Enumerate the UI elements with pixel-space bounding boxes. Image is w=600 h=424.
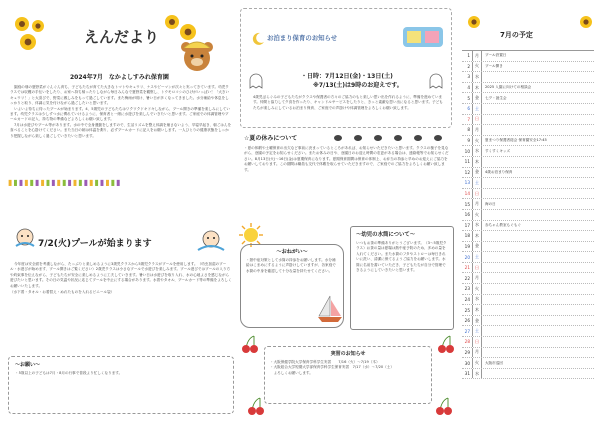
calendar-weekday: 金 (472, 168, 482, 178)
summer-heading: ☆夏の休みについて (244, 135, 298, 142)
calendar-date: 12 (464, 169, 470, 175)
calendar-event: 大阪市巡回 (485, 360, 503, 365)
calendar-date: 6 (467, 106, 470, 112)
calendar-date: 10 (464, 148, 470, 154)
cherry-left-icon (238, 334, 262, 354)
calendar-weekday: 日 (472, 115, 482, 125)
calendar-weekday: 金 (472, 316, 482, 326)
calendar-row (462, 115, 594, 126)
jisshu-item: ・大阪総合大学短期大学部保育学科学生保育実習 7/17（水）〜7/20（土） (270, 365, 394, 370)
calendar-row (462, 157, 594, 168)
jisshu-heading: 実習のお知らせ (330, 351, 366, 357)
swimming-kid-right-icon (196, 228, 226, 254)
calendar-event: 赤ちゃん教室もぐもぐ (485, 222, 521, 227)
calendar-row (462, 284, 594, 295)
pool-request-box (8, 356, 234, 414)
calendar-weekday: 木 (472, 231, 482, 241)
calendar-row (462, 326, 594, 337)
swimming-kid-icon (12, 226, 38, 252)
calendar-date: 9 (467, 138, 470, 144)
jisshu-item: よろしくお願いします。 (270, 370, 313, 375)
calendar-event: 夏まつり保護者総会 保育園安全17:45 (485, 138, 547, 143)
calendar-date: 31 (464, 371, 470, 377)
calendar-weekday: 土 (472, 104, 482, 114)
calendar-weekday: 火 (472, 358, 482, 368)
calendar-row (462, 93, 594, 104)
calendar-row (462, 305, 594, 316)
vegetable-border-icon: ▮▮▮▮▮▮▮▮▮▮▮▮▮▮▮▮▮▮▮▮▮ (8, 178, 122, 187)
calendar-row (462, 104, 594, 115)
calendar-weekday: 月 (472, 51, 482, 61)
pool-heading: 7/2(火)プールが始まります (38, 239, 152, 249)
calendar-weekday: 水 (472, 146, 482, 156)
intro-text (10, 85, 232, 139)
calendar-weekday: 月 (472, 199, 482, 209)
calendar-event: プール設置日 (485, 53, 507, 58)
calendar-row (462, 242, 594, 253)
calendar-row (462, 263, 594, 274)
calendar-weekday: 水 (472, 72, 482, 82)
calendar-weekday: 日 (472, 189, 482, 199)
calendar-date: 27 (464, 328, 470, 334)
omatari-box (240, 8, 452, 128)
calendar-row (462, 221, 594, 232)
calendar-date: 30 (464, 360, 470, 366)
calendar-weekday: 水 (472, 221, 482, 231)
omatari-body: 4歳児ばらぐみの子どもたちがクラスや保護者の方々のご協力のもと楽しい思い出を作れるように、準備を進めています。仲間と協力して夕食を作ったり、キャンドルサービスをしたりと、きっと素敵な思い出になると思います。子どもたちが楽しみにしているお泊まり保育、ご家庭での声掛けや体調管理をよろしくお願い致します。 (253, 95, 443, 110)
calendar-date: 23 (464, 286, 470, 292)
suikan-body: いつもお茶の準備ありがとうございます。（3〜5歳児クラス）お茶の量は夏場は熱中症予防のため、多めの量を入れてください。また水筒のフタやストローは毎日きれいに洗い、清潔に保てるようご協力をお願いします。水筒に名前を書いていただき、子どもたちが自分で管理できるようにしていきたいと思います。 (356, 241, 447, 273)
calendar-weekday: 火 (472, 136, 482, 146)
calendar-event: 海の日 (485, 201, 496, 206)
calendar-date: 28 (464, 339, 470, 345)
calendar-weekday: 水 (472, 295, 482, 305)
calendar-event: 4歳お泊まり保育 (485, 169, 513, 174)
calendar-event: すくすくキッズ (485, 148, 511, 153)
calendar-row (462, 231, 594, 242)
calendar-weekday: 土 (472, 252, 482, 262)
onegai-body: ・熱中症対策として水筒の持参をお願いします。水分補給はこまめにするように声掛けしていますが、各家庭で水筒の中身を確認して十分な量を持たせてください。 (246, 258, 336, 273)
calendar-date: 16 (464, 212, 470, 218)
calendar-date: 14 (464, 191, 470, 197)
omatari-note: ※7/13(土)は9時のお迎えです。 (313, 82, 403, 89)
moon-icon (251, 31, 265, 45)
omatari-heading: お泊まり保育のお知らせ (267, 34, 338, 42)
suikan-box (350, 226, 454, 330)
calendar-row (462, 51, 594, 62)
calendar-table (462, 50, 594, 379)
calendar-event: 2025 入園に向けての相談会 (485, 85, 532, 90)
calendar-row (462, 178, 594, 189)
calendar-weekday: 水 (472, 369, 482, 379)
calendar-date: 4 (467, 85, 470, 91)
issue-line: 2024年7月 なかよしすみれ保育園 (70, 74, 169, 81)
calendar-weekday: 火 (472, 210, 482, 220)
calendar-row (462, 62, 594, 73)
pool-text: 今年度は安全面を考慮しながら、たっぷりと楽しめるように3歳児クラスから5歳児クラスがプールを使用します。（幼虫加湿のプール・水遊びが始めます、プール開きはご覧ください）2歳児クラスは小さなプールで水遊びを楽しみます。プール遊びではプールの入り方や約束事を伝えながら、子どもたちが安全に楽しめるように工夫していきます。暑い日は水遊びを取り入れ、水の心地よさを感じながら遊びたいと思います。その日の気温や状況に応じてプールを中止にする場合があります。水着やタオル、プールカード等の準備をよろしくお願いいたします。 (10, 262, 232, 288)
cal-flower-right-icon (578, 14, 594, 30)
calendar-date: 19 (464, 243, 470, 249)
calendar-weekday: 木 (472, 83, 482, 93)
page-title: えんだより (84, 28, 160, 46)
calendar-weekday: 金 (472, 93, 482, 103)
pool-footer: （水下着・タオル・お着替え・ぬれたものを入れるビニール袋） (10, 290, 115, 295)
calendar-row (462, 348, 594, 359)
jisshu-box (264, 346, 432, 404)
calendar-date: 29 (464, 349, 470, 355)
calendar-row (462, 316, 594, 327)
calendar-date: 5 (467, 95, 470, 101)
calendar-weekday: 月 (472, 348, 482, 358)
calendar-weekday: 木 (472, 157, 482, 167)
sunflower-left-icon (8, 12, 52, 56)
calendar-row (462, 210, 594, 221)
calendar-row (462, 168, 594, 179)
calendar-weekday: 日 (472, 337, 482, 347)
calendar-event: プール開き (485, 63, 503, 68)
calendar-date: 20 (464, 254, 470, 260)
calendar-date: 26 (464, 318, 470, 324)
calendar-row (462, 83, 594, 94)
pool-request-text: ・5歳以上の子どもは7月・8月の行事で普段より忙しくなります。 (15, 371, 123, 375)
calendar-weekday: 金 (472, 242, 482, 252)
sailboat-icon (316, 294, 344, 324)
calendar-date: 3 (467, 74, 470, 80)
calendar-weekday: 木 (472, 305, 482, 315)
pool-body (10, 262, 232, 295)
bear-illustration-icon (176, 38, 218, 78)
calendar-date: 11 (464, 159, 470, 165)
omatari-date: ・日時：7月12日(金)・13日(土) (301, 73, 393, 80)
intro-paragraph: 7月は水遊びやプール等があります。水の中で全身運動をしますので、生活リズムを整え体調を崩さないよう、早寝早起き、朝ごはんを食べることを心掛けてください。また当日の朝は体温を測り、必ずプールカードに記入をお願いします。一人ひとりの健康状態をしっかり把握しながら楽しく過ごしていきたいと思います。 (10, 122, 232, 138)
calendar-weekday: 火 (472, 284, 482, 294)
cal-flower-left-icon (466, 14, 482, 30)
summer-body: ・夏の休暇や土曜保育の出欠など事前に決まっているところがあれば、お知らせいただきたいと思います。クラスの様子を見ながら、登園の予定をお知らせください。またお休みの日や、登園日のお迎え時間の変更がある場合は、連絡帳等でお知らせください。8月13日(火)〜16日(金)は夏期保育になります。夏期保育期間は保育の体制上、お弁当の持参と早めのお迎えにご協力をお願いしております。この期間は職員も交代で休暇を取らせていただきますので、ご家庭でのご協力をよろしくお願い致します。 (244, 146, 449, 172)
ghost-right-icon (429, 73, 443, 89)
calendar-row (462, 136, 594, 147)
cherry-bottom-left-icon (244, 396, 268, 416)
calendar-row (462, 295, 594, 306)
calendar-row (462, 72, 594, 83)
calendar-heading: 7月の予定 (500, 31, 533, 39)
calendar-weekday: 土 (472, 178, 482, 188)
calendar-weekday: 日 (472, 263, 482, 273)
suikan-heading: 〜幼児の水筒について〜 (356, 232, 416, 238)
calendar-date: 18 (464, 233, 470, 239)
calendar-date: 17 (464, 222, 470, 228)
cherry-right-icon (434, 334, 458, 354)
calendar-row (462, 369, 594, 380)
onegai-heading: 〜おねがい〜 (276, 249, 308, 255)
calendar-row (462, 189, 594, 200)
calendar-row (462, 146, 594, 157)
lantern-illustration-icon (401, 21, 445, 51)
calendar-date: 13 (464, 180, 470, 186)
calendar-date: 22 (464, 275, 470, 281)
calendar-event: 七夕・誕生会 (485, 95, 507, 100)
calendar-date: 25 (464, 307, 470, 313)
jisshu-item: ・大阪保健学院大学保育学科学生実習 7/16（火）〜7/19（木） (270, 360, 380, 364)
calendar-row (462, 252, 594, 263)
calendar-weekday: 土 (472, 326, 482, 336)
calendar-date: 2 (467, 63, 470, 69)
calendar-date: 24 (464, 296, 470, 302)
beetle-row-icon (330, 128, 454, 140)
calendar-date: 15 (464, 201, 470, 207)
calendar-date: 1 (467, 53, 470, 59)
calendar-date: 8 (467, 127, 470, 133)
pool-request-heading: 〜お願い〜 (15, 362, 41, 368)
calendar-row (462, 358, 594, 369)
calendar-weekday: 火 (472, 62, 482, 72)
calendar-row (462, 199, 594, 210)
calendar-date: 21 (464, 265, 470, 271)
ghost-left-icon (249, 73, 263, 89)
calendar-weekday: 月 (472, 273, 482, 283)
calendar-row (462, 337, 594, 348)
calendar-weekday: 月 (472, 125, 482, 135)
intro-paragraph: いよいよ待ちに待ったプールが始まります。4、5歳児の子どもたちはワクワクドキドキしながら、プール開きの準備を楽しみにしています。幼児クラスは少しずつ水に慣れていけるように、保育者と一緒に水遊びを楽しんでいきたいと思います。ご家庭での体調管理やプールカードの記入、持ち物の準備などよろしくお願い致します。 (10, 106, 230, 122)
calendar-date: 7 (467, 116, 470, 122)
calendar-row (462, 125, 594, 136)
intro-paragraph: 園庭の畑の夏野菜がぐんぐん育ち、子どもたちが育てた大きなトマトやキュウリ、ナスやピーマンが次々と実ってきています。幼児クラスでは収穫の手伝いをしたり、お家へ持ち帰ったりしながら毎日みんなで夏野菜を観察し、トウモロコシのひげがいっぱい！「大きいキュウリ！」と大喜びで、野菜に親しみをもって過ごしています。また梅雨が明け、暑い日が多くなってきました。水分補給や休息をしっかりと取り、体調に気を付けながら過ごしたいと思います。 (10, 85, 230, 106)
calendar-row (462, 273, 594, 284)
cherry-bottom-right-icon (432, 396, 456, 416)
